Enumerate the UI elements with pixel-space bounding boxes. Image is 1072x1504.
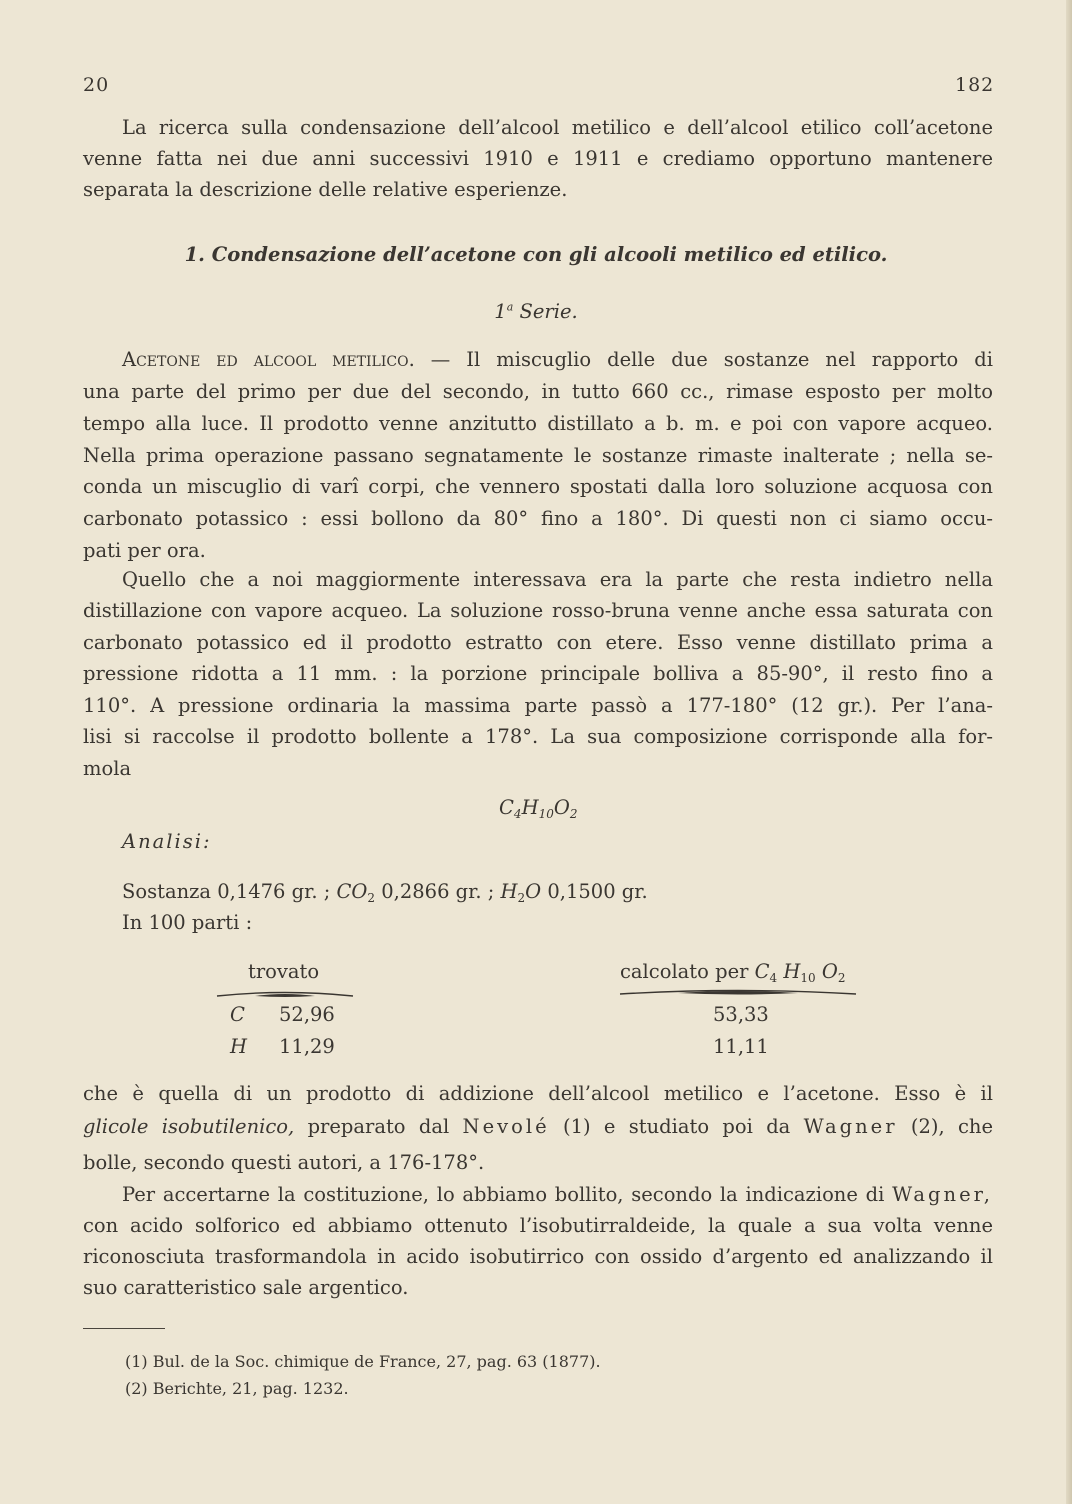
para1-line: una parte del primo per due del secondo, in tutto 660 cc., rimase esposto per molto — [83, 380, 993, 403]
para2-line: 110°. A pressione ordinaria la massima parte passò a 177-180° (12 gr.). Per l’ana- — [83, 694, 993, 717]
para4-line: con acido solforico ed abbiamo ottenuto l’isobutirraldeide, la quale a sua volta venne — [83, 1214, 993, 1237]
formula-h-sub: 10 — [538, 807, 554, 821]
calc-h: H — [783, 960, 801, 983]
formula-o: O — [553, 796, 570, 819]
row-found: 11,29 — [279, 1035, 335, 1058]
footnote-separator — [83, 1328, 165, 1329]
para2-line: pressione ridotta a 11 mm. : la porzione principale bolliva a 85-90°, il resto fino a — [83, 662, 993, 685]
para3-line: bolle, secondo questi autori, a 176-178°. — [83, 1151, 485, 1174]
para1-line: tempo alla luce. Il prodotto venne anzitutto distillato a b. m. e poi con vapore acqueo. — [83, 412, 993, 435]
analysis-text: 0,1500 gr. — [541, 880, 648, 903]
para4-line — [122, 1183, 993, 1207]
analysis-label: Analisi: — [122, 830, 212, 853]
para4-text: Per accertarne la costituzione, lo abbiamo bollito, secondo la indicazione di — [122, 1183, 893, 1206]
series-label: Serie. — [519, 300, 578, 323]
para4-line: suo caratteristico sale argentico. — [83, 1276, 409, 1299]
para3-line — [83, 1115, 993, 1139]
h2o-o: O — [525, 880, 542, 903]
calc-o: O — [821, 960, 838, 983]
section-title: Condensazione dell’acetone con gli alcooli metilico ed etilico. — [211, 243, 888, 266]
para2-line: lisi si raccolse il prodotto bollente a 178°. La sua composizione corrisponde alla for- — [83, 725, 993, 748]
row-calc: 11,11 — [713, 1035, 769, 1058]
footnote: (1) Bul. de la Soc. chimique de France, 27, pag. 63 (1877). — [125, 1352, 601, 1371]
calc-c: C — [754, 960, 770, 983]
series-superscript: a — [506, 300, 514, 314]
para4-line: riconosciuta trasformandola in acido isobutirrico con ossido d’argento ed analizzando il — [83, 1245, 993, 1268]
para3-text: (1) e studiato poi da — [549, 1115, 804, 1138]
para2-line: distillazione con vapore acqueo. La soluzione rosso-bruna venne anche essa saturata con — [83, 599, 993, 622]
page-number-right: 182 — [955, 74, 995, 96]
found-header-rule — [215, 990, 355, 1000]
row-element: C — [230, 1003, 245, 1026]
series-number: 1 — [494, 300, 507, 323]
intro-line: separata la descrizione delle relative esperienze. — [83, 178, 568, 201]
formula-c-sub: 4 — [513, 807, 522, 821]
formula-h: H — [521, 796, 539, 819]
series-heading — [0, 300, 1072, 323]
intro-line: La ricerca sulla condensazione dell’alcool metilico e dell’alcool etilico coll’acetone — [122, 116, 993, 139]
co2: CO — [336, 880, 368, 903]
calc-header — [620, 960, 846, 990]
author-wagner: Wagner, — [892, 1183, 993, 1206]
calc-o-sub: 2 — [837, 971, 846, 985]
page-edge — [1066, 0, 1072, 1504]
h2o-sub: 2 — [517, 891, 526, 905]
para1-line: Nella prima operazione passano segnatamente le sostanze rimaste inalterate ; nella se- — [83, 444, 993, 467]
calc-header-rule — [618, 988, 858, 998]
calc-h-sub: 10 — [800, 971, 816, 985]
para1-heading: Acetone ed alcool metilico. — [122, 348, 415, 371]
para1-line: carbonato potassico : essi bollono da 80° fino a 180°. Di questi non ci siamo occu- — [83, 507, 993, 530]
row-found: 52,96 — [279, 1003, 335, 1026]
footnote: (2) Berichte, 21, pag. 1232. — [125, 1379, 349, 1398]
formula-o-sub: 2 — [569, 807, 578, 821]
page-number-left: 20 — [83, 74, 110, 96]
co2-sub: 2 — [367, 891, 376, 905]
para2-line: Quello che a noi maggiormente interessava era la parte che resta indietro nella — [122, 568, 993, 591]
section-number: 1. — [184, 243, 205, 266]
author-nevole: Nevolé — [462, 1115, 550, 1138]
section-heading — [0, 243, 1072, 266]
para2-line: mola — [83, 757, 132, 780]
found-header: trovato — [248, 960, 320, 983]
para3-text: preparato dal — [294, 1115, 463, 1138]
para1-line: conda un miscuglio di varî corpi, che vennero spostati dalla loro soluzione acquosa con — [83, 475, 993, 498]
para1-text: — Il miscuglio delle due sostanze nel rapporto di — [414, 348, 993, 371]
row-calc: 53,33 — [713, 1003, 769, 1026]
intro-line: venne fatta nei due anni successivi 1910 e 1911 e crediamo opportuno mantenere — [83, 147, 993, 170]
formula-c: C — [499, 796, 514, 819]
author-wagner: Wagner — [803, 1115, 898, 1138]
analysis-line — [122, 880, 648, 910]
para1-line — [122, 348, 993, 372]
h2o-h: H — [500, 880, 518, 903]
para3-text: (2), che — [897, 1115, 994, 1138]
para1-line: pati per ora. — [83, 539, 206, 562]
calc-header-text: calcolato per — [620, 960, 755, 983]
row-element: H — [230, 1035, 248, 1058]
analysis-text: Sostanza 0,1476 gr. ; — [122, 880, 337, 903]
para2-line: carbonato potassico ed il prodotto estratto con etere. Esso venne distillato prima a — [83, 631, 993, 654]
para3-line: che è quella di un prodotto di addizione dell’alcool metilico e l’acetone. Esso è il — [83, 1082, 993, 1105]
analysis-text: 0,2866 gr. ; — [375, 880, 501, 903]
calc-c-sub: 4 — [769, 971, 778, 985]
formula — [499, 796, 578, 826]
analysis-line: In 100 parti : — [122, 911, 253, 934]
glicole-italic: glicole isobutilenico, — [83, 1115, 295, 1138]
